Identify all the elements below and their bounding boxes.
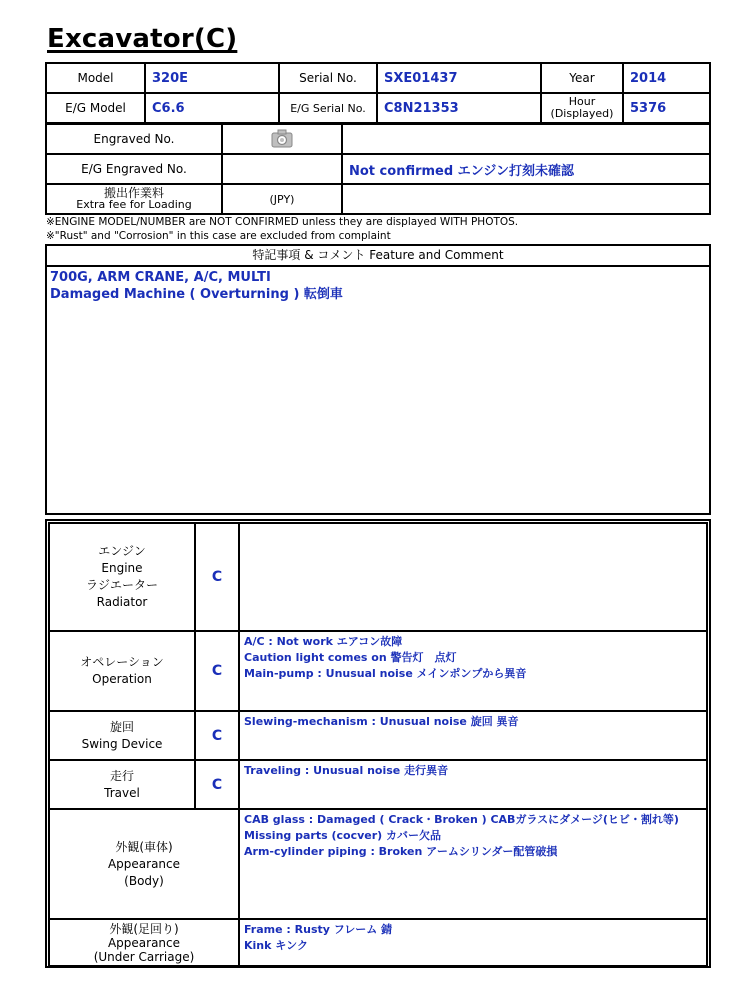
category-label: Operation: [92, 672, 152, 686]
comment-line: Frame : Rusty フレーム 錆: [244, 923, 393, 936]
feature-header: 特記事項 & コメント Feature and Comment: [47, 246, 709, 267]
model-label: Model: [46, 63, 145, 93]
serial-label: Serial No.: [279, 63, 377, 93]
category-swing: [49, 711, 195, 760]
category-travel: [49, 760, 195, 809]
category-label: ラジエーター: [85, 578, 158, 592]
model-value: 320E: [145, 63, 279, 93]
grade-swing: C: [195, 711, 239, 760]
fee-label-jp: 搬出作業料: [103, 186, 164, 200]
engraved-table: [45, 123, 711, 215]
category-label: 外観(足回り): [109, 921, 179, 936]
fee-label-en: Extra fee for Loading: [76, 198, 192, 211]
note-rust: ※"Rust" and "Corrosion" in this case are excluded from complaint: [46, 230, 391, 242]
comment-travel: [239, 760, 707, 809]
comment-appearance-body: [239, 809, 707, 919]
hour-label-line1: Hour: [568, 95, 596, 108]
category-label: 走行: [109, 768, 134, 783]
table-row: [49, 919, 707, 966]
category-operation: [49, 631, 195, 711]
eg-engraved-photo-cell: [222, 154, 342, 184]
feature-box: [45, 244, 711, 515]
category-label: Engine: [101, 561, 143, 575]
feature-content: [47, 267, 709, 305]
feature-line: Damaged Machine ( Overturning ) 転倒車: [50, 287, 343, 302]
eg-engraved-label: E/G Engraved No.: [46, 154, 222, 184]
info-table: [45, 62, 711, 124]
note-engine: ※ENGINE MODEL/NUMBER are NOT CONFIRMED unless they are displayed WITH PHOTOS.: [46, 216, 519, 228]
category-label: (Under Carriage): [93, 949, 195, 964]
comment-line: Main-pump : Unusual noise メインポンプから異音: [244, 667, 527, 680]
category-label: 外観(車体): [115, 839, 173, 854]
engraved-value: [342, 124, 710, 154]
category-appearance-body: [49, 809, 239, 919]
category-label: 旋回: [109, 719, 134, 734]
category-label: Travel: [104, 785, 140, 800]
comment-engine: [239, 523, 707, 631]
grade-travel: C: [195, 760, 239, 809]
category-label: Appearance: [107, 856, 181, 871]
fee-label: [46, 184, 222, 214]
category-label: Radiator: [96, 595, 148, 609]
fee-unit: (JPY): [222, 184, 342, 214]
eg-model-value: C6.6: [145, 93, 279, 123]
table-row: [49, 631, 707, 711]
comment-line: Traveling : Unusual noise 走行異音: [244, 764, 449, 777]
category-label: オペレーション: [80, 655, 164, 669]
table-row: [49, 711, 707, 760]
hour-label-line2: (Displayed): [550, 107, 614, 120]
comment-appearance-undercarriage: [239, 919, 707, 966]
hour-value: 5376: [623, 93, 710, 123]
comment-line: Slewing-mechanism : Unusual noise 旋回 異音: [244, 715, 519, 728]
category-label: Swing Device: [81, 736, 163, 751]
comment-operation: [239, 631, 707, 711]
eg-model-label: E/G Model: [46, 93, 145, 123]
serial-value: SXE01437: [377, 63, 541, 93]
engraved-photo-cell: [222, 124, 342, 154]
category-appearance-undercarriage: [49, 919, 239, 966]
category-label: Appearance: [107, 935, 181, 950]
comment-line: Missing parts (cocver) カバー欠品: [244, 829, 442, 842]
table-row: [49, 809, 707, 919]
category-label: (Body): [124, 873, 164, 888]
hour-label: [541, 93, 623, 123]
camera-icon: [271, 128, 293, 146]
comment-line: CAB glass : Damaged ( Crack・Broken ) CABガラスにダメージ(ヒビ・割れ等): [244, 813, 679, 826]
comment-line: A/C : Not work エアコン故障: [244, 635, 403, 648]
grade-operation: C: [195, 631, 239, 711]
fee-value: [342, 184, 710, 214]
inspection-table: [48, 522, 708, 967]
year-label: Year: [541, 63, 623, 93]
engraved-label: Engraved No.: [46, 124, 222, 154]
eg-serial-value: C8N21353: [377, 93, 541, 123]
table-row: [49, 523, 707, 631]
page-title: Excavator(C): [47, 24, 238, 54]
eg-engraved-value: Not confirmed エンジン打刻未確認: [342, 154, 710, 184]
category-label: エンジン: [98, 544, 146, 558]
comment-line: Caution light comes on 警告灯 点灯: [244, 651, 457, 664]
category-engine: [49, 523, 195, 631]
year-value: 2014: [623, 63, 710, 93]
comment-line: Kink キンク: [244, 939, 308, 952]
grade-engine: C: [195, 523, 239, 631]
table-row: [49, 760, 707, 809]
comment-swing: [239, 711, 707, 760]
comment-line: Arm-cylinder piping : Broken アームシリンダー配管破損: [244, 845, 558, 858]
feature-line: 700G, ARM CRANE, A/C, MULTI: [50, 270, 271, 285]
eg-serial-label: E/G Serial No.: [279, 93, 377, 123]
